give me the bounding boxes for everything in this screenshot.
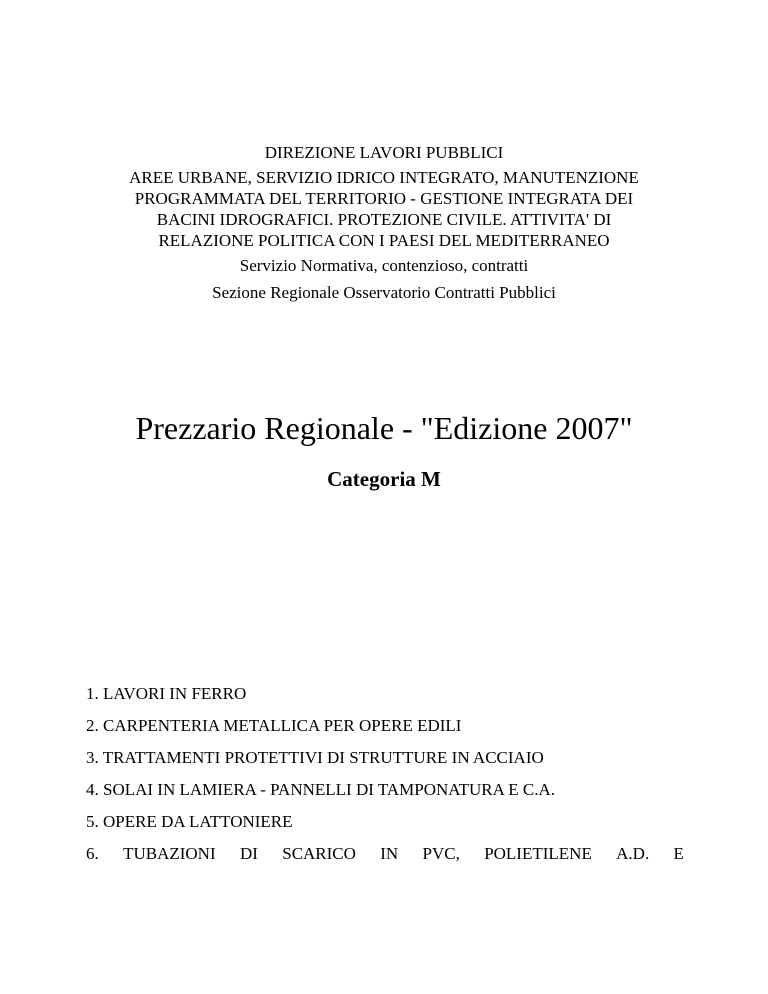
section-name: Sezione Regionale Osservatorio Contratti Pubblici: [212, 283, 556, 302]
document-title: Prezzario Regionale - "Edizione 2007": [135, 410, 633, 446]
areas-line: PROGRAMMATA DEL TERRITORIO - GESTIONE INTEGRATA DEI: [134, 189, 634, 208]
toc-item: 5. OPERE DA LATTONIERE: [86, 812, 293, 831]
toc-word: IN: [380, 844, 399, 863]
toc-word: A.D.: [616, 844, 650, 863]
toc-word: 6.: [86, 844, 99, 863]
document-header: [0, 142, 768, 303]
toc-item: 4. SOLAI IN LAMIERA - PANNELLI DI TAMPONATURA E C.A.: [86, 780, 555, 799]
areas-line: BACINI IDROGRAFICI. PROTEZIONE CIVILE. ATTIVITA' DI: [156, 210, 612, 229]
toc-word: E: [673, 844, 684, 863]
toc-item-justified: [86, 843, 684, 864]
toc-word: POLIETILENE: [484, 844, 592, 863]
category-heading: Categoria M: [327, 467, 441, 491]
department-areas: [84, 167, 684, 251]
toc-word: PVC,: [422, 844, 460, 863]
table-of-contents: [86, 683, 684, 875]
service-name: Servizio Normativa, contenzioso, contratti: [239, 256, 529, 275]
areas-line: RELAZIONE POLITICA CON I PAESI DEL MEDITERRANEO: [158, 231, 610, 250]
toc-item: 3. TRATTAMENTI PROTETTIVI DI STRUTTURE IN ACCIAIO: [86, 748, 544, 767]
toc-word: SCARICO: [282, 844, 356, 863]
toc-item: 1. LAVORI IN FERRO: [86, 684, 247, 703]
toc-word: TUBAZIONI: [123, 844, 216, 863]
areas-line: AREE URBANE, SERVIZIO IDRICO INTEGRATO, MANUTENZIONE: [129, 168, 639, 187]
department-name: DIREZIONE LAVORI PUBBLICI: [264, 143, 504, 162]
toc-word: DI: [239, 844, 258, 863]
toc-item: 2. CARPENTERIA METALLICA PER OPERE EDILI: [86, 716, 462, 735]
